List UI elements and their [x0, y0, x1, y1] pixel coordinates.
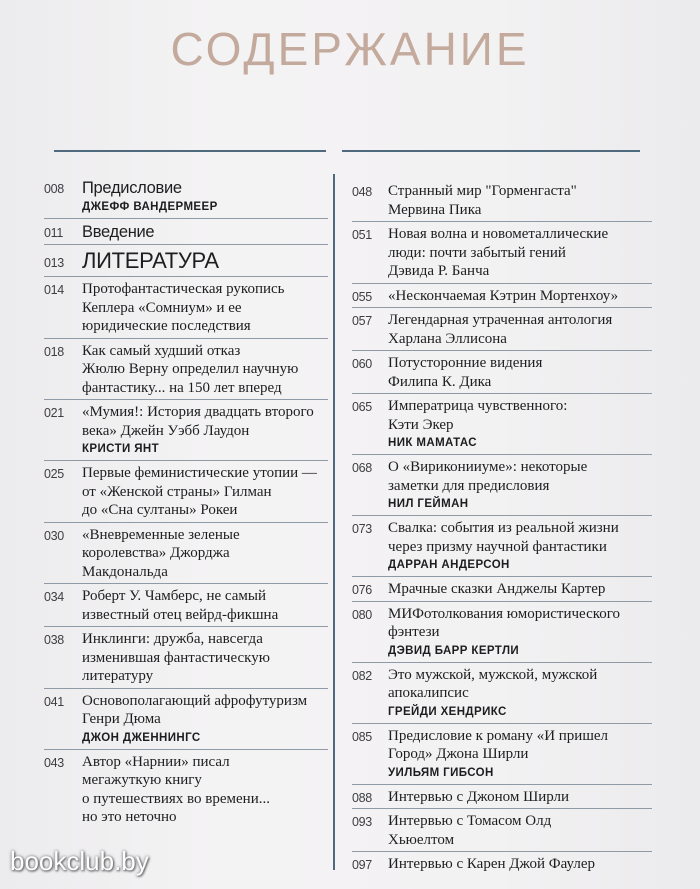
page-number: 025: [44, 467, 64, 481]
page-number: 038: [44, 633, 64, 647]
entry-body: [388, 397, 652, 452]
toc-entry: [44, 692, 328, 747]
page-number: 082: [352, 668, 372, 683]
toc-entry: [352, 788, 652, 807]
entry-body: [82, 464, 328, 520]
page-number: 097: [352, 858, 372, 872]
page-number: 073: [352, 522, 372, 536]
entry-body: [388, 182, 652, 219]
toc-entry: [44, 222, 328, 242]
entry-title: Предисловие: [82, 179, 182, 197]
entry-body: [82, 526, 328, 582]
entry-title: Новая волна и новометаллические люди: почти забытый гений Дэвида Р. Банча: [388, 226, 609, 279]
page-number: 085: [352, 729, 372, 744]
entry-title: Протофантастическая рукопись Кеплера «Сомниум» и ее юридические последствия: [82, 281, 285, 334]
entry-title: МИФотолкования юмористического фэнтези: [388, 605, 621, 640]
entry-title: Предисловие к роману «И пришел Город» Джона Ширли: [388, 727, 609, 762]
toc-entry: [352, 458, 652, 513]
top-divider-left: [54, 150, 326, 152]
entry-author: ДЖОН ДЖЕННИНГС: [82, 731, 201, 744]
entry-title: О «Вириконииуме»: некоторые заметки для предисловия: [388, 459, 588, 494]
entry-body: [388, 855, 652, 874]
toc-entry: [44, 280, 328, 336]
entry-body: [388, 605, 652, 660]
toc-entry: [352, 182, 652, 219]
entry-body: [388, 666, 652, 721]
page-number: 021: [44, 406, 64, 420]
entry-title: Интервью с Карен Джой Фаулер: [388, 856, 595, 872]
entry-title: Первые феминистические утопии — от «Женской страны» Гилман до «Сна султаны» Рокеи: [82, 465, 317, 518]
entry-title: Роберт У. Чамберс, не самый известный отец вейрд-фикшна: [82, 588, 279, 623]
entry-body: [82, 178, 328, 216]
page-number: 018: [44, 344, 64, 359]
toc-entry: [352, 855, 652, 874]
entry-body: [82, 692, 328, 747]
entry-title: Основополагающий афрофутуризм Генри Дюма: [82, 692, 308, 727]
page-number: 048: [352, 185, 372, 199]
entry-title: Интервью с Джоном Ширли: [388, 788, 570, 805]
entry-body: [388, 225, 652, 281]
toc-entry: [352, 397, 652, 452]
page-number: 057: [352, 314, 372, 328]
toc-entry: [352, 225, 652, 281]
page-number: 041: [44, 694, 64, 709]
page-number: 076: [352, 583, 372, 597]
entry-author: НИК МАМАТАС: [388, 437, 478, 449]
page-number: 068: [352, 461, 372, 475]
entry-body: [82, 587, 328, 624]
entry-title: «Мумия!: История двадцать второго века» Джейн Уэбб Лаудон: [82, 404, 314, 439]
entry-title: «Нескончаемая Кэтрин Мортенхоу»: [388, 287, 619, 304]
entry-body: [82, 753, 328, 827]
page-number: 051: [352, 228, 372, 242]
toc-entry: [352, 311, 652, 348]
entry-body: [82, 403, 328, 458]
entry-author: ДЖЕФФ ВАНДЕРМЕЕР: [82, 201, 218, 213]
toc-entry: [352, 605, 652, 660]
entry-author: НИЛ ГЕЙМАН: [388, 498, 469, 510]
toc-entry: [44, 526, 328, 582]
toc-entry: [44, 248, 328, 274]
page-title: СОДЕРЖАНИЕ: [170, 23, 530, 75]
entry-title: Автор «Нарнии» писал мегажуткую книгу о путешествиях во времени... но это неточно: [82, 753, 270, 825]
entry-title: Введение: [82, 223, 155, 241]
toc-entry: [352, 287, 652, 306]
entry-title: «Вневременные зеленые королевства» Джорджа Макдональда: [82, 526, 240, 580]
toc-entry: [352, 519, 652, 574]
page-number: 080: [352, 607, 372, 622]
entry-author: КРИСТИ ЯНТ: [82, 443, 160, 455]
entry-title: Легендарная утраченная антология Харлана Эллисона: [388, 312, 613, 347]
entry-title: Императрица чувственного: Кэти Экер: [388, 398, 568, 433]
toc-right-column: [352, 182, 652, 880]
entry-body: [388, 580, 652, 599]
page-number: 055: [352, 289, 372, 304]
entry-body: [82, 248, 328, 274]
entry-body: [388, 519, 652, 574]
page-number: 060: [352, 357, 372, 371]
toc-entry: [352, 354, 652, 391]
entry-body: [388, 354, 652, 391]
entry-body: [82, 280, 328, 336]
column-divider: [333, 174, 335, 870]
entry-body: [388, 287, 652, 306]
toc-entry: [44, 587, 328, 624]
entry-author: ДАРРАН АНДЕРСОН: [388, 559, 510, 571]
toc-entry: [44, 464, 328, 520]
toc-entry: [352, 812, 652, 849]
page-number: 065: [352, 400, 372, 414]
entry-body: [388, 458, 652, 513]
entry-author: ГРЕЙДИ ХЕНДРИКС: [388, 705, 507, 718]
entry-author: ДЭВИД БАРР КЕРТЛИ: [388, 644, 520, 657]
page-number: 034: [44, 590, 64, 604]
toc-entry: [44, 403, 328, 458]
page-number: 013: [44, 256, 64, 270]
entry-title: ЛИТЕРАТУРА: [82, 248, 219, 273]
toc-entry: [352, 666, 652, 721]
entry-body: [82, 222, 328, 242]
toc-entry: [44, 753, 328, 827]
entry-title: Странный мир "Горменгаста" Мервина Пика: [388, 183, 577, 218]
entry-author: УИЛЬЯМ ГИБСОН: [388, 766, 494, 779]
entry-title: Инклинги: дружба, навсегда изменившая фантастическую литературу: [82, 631, 270, 684]
watermark-text: bookclub.by: [10, 846, 149, 876]
entry-title: Интервью с Томасом Олд Хьюелтом: [388, 813, 552, 848]
entry-body: [82, 342, 328, 398]
entry-body: [388, 812, 652, 849]
entry-body: [388, 788, 652, 807]
entry-title: Потусторонние видения Филипа К. Дика: [388, 355, 543, 390]
page-number: 093: [352, 815, 372, 829]
entry-body: [388, 311, 652, 348]
entry-title: Как самый худший отказ Жюлю Верну определил научную фантастику... на 150 лет вперед: [82, 342, 299, 396]
toc-entry: [352, 580, 652, 599]
toc-entry: [352, 727, 652, 782]
page-number: 043: [44, 755, 64, 770]
entry-body: [82, 630, 328, 686]
toc-entry: [44, 630, 328, 686]
page-number: 011: [44, 226, 64, 240]
entry-title: Это мужской, мужской, мужской апокалипсис: [388, 666, 598, 701]
top-divider-right: [342, 150, 640, 152]
toc-left-column: [44, 178, 328, 833]
page-number: 088: [352, 790, 372, 805]
entry-title: Свалка: события из реальной жизни через призму научной фантастики: [388, 520, 619, 555]
entry-body: [388, 727, 652, 782]
page-number: 014: [44, 283, 64, 297]
toc-entry: [44, 178, 328, 216]
page-number: 030: [44, 528, 64, 543]
toc-entry: [44, 342, 328, 398]
page-number: 008: [44, 182, 64, 196]
entry-title: Мрачные сказки Анджелы Картер: [388, 581, 606, 597]
